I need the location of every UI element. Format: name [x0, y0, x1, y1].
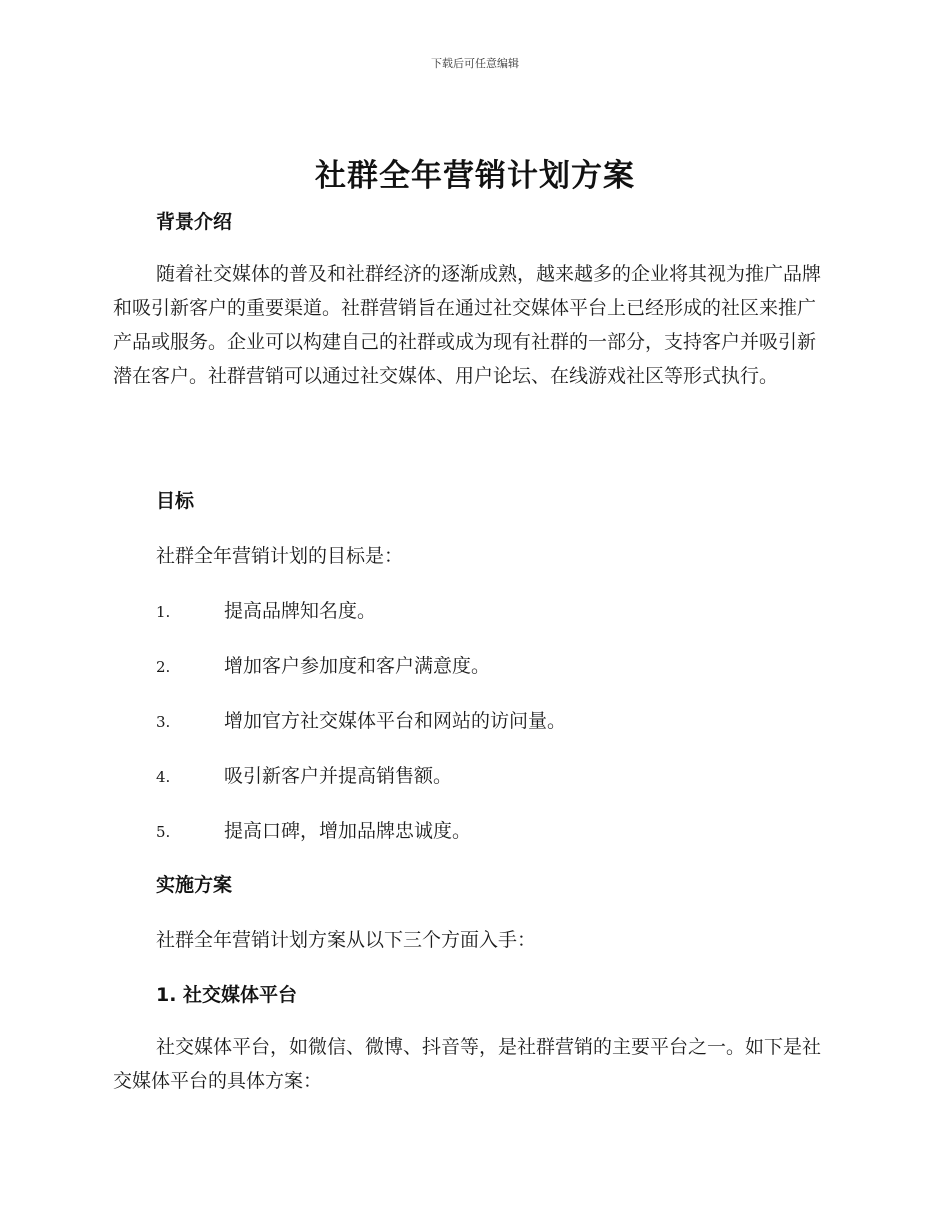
list-item-number: 2. [156, 658, 171, 676]
implementation-intro: 社群全年营销计划方案从以下三个方面入手： [156, 929, 537, 951]
section-heading-implementation: 实施方案 [156, 874, 233, 896]
list-item-number: 1. [156, 603, 171, 621]
list-item [156, 816, 836, 843]
list-item-text: 提高口碑，增加品牌忠诚度。 [224, 820, 472, 842]
section-heading-goals: 目标 [156, 490, 195, 512]
list-item [156, 706, 836, 733]
social-media-paragraph: 社交媒体平台，如微信、微博、抖音等，是社群营销的主要平台之一。如下是社交媒体平台的具体方案： [113, 1036, 822, 1092]
list-item-text: 增加客户参加度和客户满意度。 [224, 655, 491, 677]
list-item [156, 596, 836, 623]
list-item [156, 651, 836, 678]
list-item-text: 提高品牌知名度。 [224, 600, 377, 622]
list-item-number: 4. [156, 768, 171, 786]
list-item-number: 5. [156, 823, 171, 841]
list-item [156, 761, 836, 788]
subsection-heading-social-media: 1. 社交媒体平台 [156, 984, 298, 1006]
goals-intro: 社群全年营销计划的目标是： [156, 545, 404, 567]
list-item-number: 3. [156, 713, 171, 731]
list-item-text: 吸引新客户并提高销售额。 [224, 765, 453, 787]
document-title: 社群全年营销计划方案 [315, 158, 635, 194]
background-paragraph: 随着社交媒体的普及和社群经济的逐渐成熟，越来越多的企业将其视为推广品牌和吸引新客户的重要渠道。社群营销旨在通过社交媒体平台上已经形成的社区来推广产品或服务。企业可以构建自己的社群或成为现有社群的一部分，支持客户并吸引新潜在客户。社群营销可以通过社交媒体、用户论坛、在线游戏社区等形式执行。 [113, 263, 822, 387]
list-item-text: 增加官方社交媒体平台和网站的访问量。 [224, 710, 567, 732]
header-note: 下载后可任意编辑 [431, 57, 519, 70]
section-heading-background: 背景介绍 [156, 211, 233, 233]
